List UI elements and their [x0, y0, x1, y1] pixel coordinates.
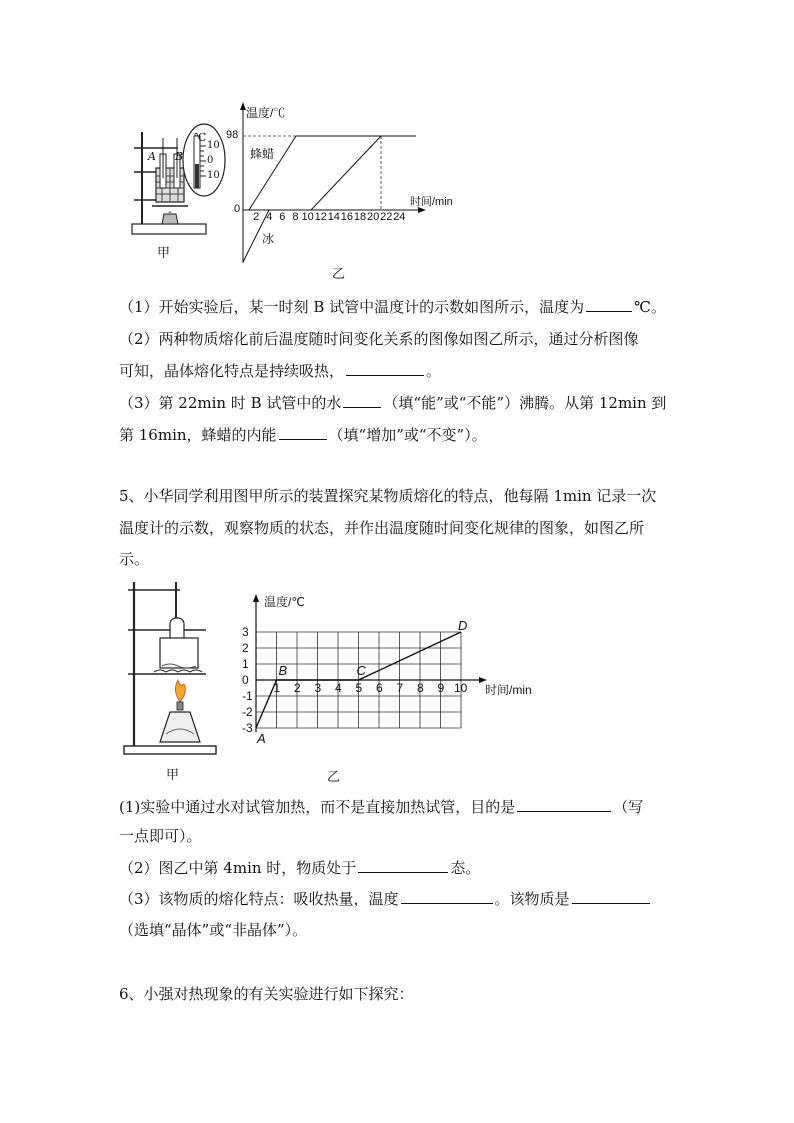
- fig2-apparatus-caption: 甲: [166, 768, 180, 783]
- fig1-x-tick: 18: [353, 211, 367, 223]
- q4-line1: （1）开始实验后，某一时刻 B 试管中温度计的示数如图所示，温度为 ℃。: [119, 298, 666, 316]
- x-tick-label: 7: [396, 681, 404, 695]
- fig1-label-b: B: [175, 150, 184, 163]
- q4-line3: 可知，晶体熔化特点是持续吸热， 。: [119, 362, 442, 380]
- fig1-apparatus-caption: 甲: [157, 246, 171, 261]
- point-label-b: B: [278, 663, 288, 678]
- x-tick-label: 5: [355, 681, 363, 695]
- y-tick-label: -1: [242, 689, 253, 703]
- fig1-x-label: 时间/min: [410, 196, 453, 208]
- fig1-series-wax: 蜂蜡: [250, 147, 275, 161]
- q6-line1: 6、小强对热现象的有关实验进行如下探究：: [119, 985, 414, 1003]
- q4-line4: （3）第 22min 时 B 试管中的水 （填“能”或“不能”）沸腾。从第 12min 到: [119, 394, 667, 412]
- fig2-apparatus: [120, 578, 220, 758]
- q5q-line4: （3）该物质的熔化特点：吸收热量，温度 。该物质是: [119, 889, 652, 909]
- q4-line5: 第 16min，蜂蜡的内能 （填“增加”或“不变”）。: [119, 426, 487, 444]
- q5q-line2: 一点即可）。: [119, 827, 202, 845]
- x-tick-label: 2: [294, 681, 301, 695]
- q5-blank-state[interactable]: [358, 858, 448, 873]
- point-label-d: D: [458, 618, 468, 633]
- q4-blank-energy[interactable]: [279, 425, 327, 440]
- x-tick-label: 6: [376, 681, 383, 695]
- fig1-origin: 0: [234, 203, 241, 215]
- fig1-x-tick: 10: [301, 211, 314, 223]
- fig1-x-tick: 4: [266, 211, 273, 223]
- q4-blank-feature[interactable]: [346, 361, 424, 376]
- y-tick-label: 0: [242, 673, 249, 687]
- fig1-y-tick-98: 98: [226, 129, 239, 141]
- q4-blank-temperature[interactable]: [586, 297, 632, 312]
- y-tick-label: -3: [242, 721, 253, 735]
- q5-line1: 5、小华同学利用图甲所示的装置探究某物质熔化的特点，他每隔 1min 记录一次: [119, 487, 657, 505]
- q5-line3: 示。: [119, 550, 150, 568]
- thermo-unit: ℃: [194, 131, 207, 144]
- q5q-line1: (1)实验中通过水对试管加热，而不是直接加热试管，目的是 （写: [119, 798, 644, 816]
- fig1-series-ice: 冰: [262, 232, 275, 246]
- q5-line2: 温度计的示数，观察物质的状态，并作出温度随时间变化规律的图象，如图乙所: [119, 519, 645, 537]
- q4-blank-boil[interactable]: [343, 393, 381, 408]
- y-axis-label: 温度/℃: [264, 595, 305, 609]
- y-axis-arrow: [253, 594, 259, 602]
- fig1-graph-caption: 乙: [332, 267, 346, 282]
- fig1-x-tick: 14: [327, 211, 340, 223]
- y-tick-label: 2: [242, 641, 249, 655]
- x-axis-label: 时间/min: [485, 683, 532, 697]
- q5q-line3: （2）图乙中第 4min 时，物质处于 态。: [119, 859, 481, 877]
- q4-line2: （2）两种物质熔化前后温度随时间变化关系的图像如图乙所示，通过分析图像: [119, 330, 639, 348]
- x-tick-label: 9: [437, 681, 445, 695]
- fig1-x-tick: 24: [393, 211, 406, 223]
- q5-blank-temperature[interactable]: [401, 889, 493, 904]
- fig1-x-tick: 22: [380, 211, 393, 223]
- thermo-tick-top: 10: [207, 140, 220, 151]
- y-tick-label: -2: [242, 705, 253, 719]
- fig1-x-tick: 6: [279, 211, 286, 223]
- q5-blank-crystal[interactable]: [572, 889, 650, 904]
- fig1-x-tick: 16: [340, 211, 354, 223]
- fig2-graph-caption: 乙: [327, 770, 341, 785]
- fig1-x-tick: 8: [292, 211, 299, 223]
- fig1-x-tick: 12: [314, 211, 327, 223]
- x-tick-label: 3: [314, 681, 322, 695]
- y-tick-label: 3: [242, 625, 249, 639]
- fig1-x-tick: 20: [367, 211, 380, 223]
- point-label-c: C: [356, 663, 366, 678]
- fig1-x-tick: 2: [253, 211, 260, 223]
- x-tick-label: 4: [335, 681, 342, 695]
- x-tick-label: 8: [417, 681, 424, 695]
- point-label-a: A: [257, 731, 266, 746]
- thermo-tick-bottom: 10: [207, 170, 220, 181]
- q5q-line5: （选填“晶体”或“非晶体”）。: [119, 921, 308, 939]
- fig1-label-a: A: [148, 150, 156, 163]
- y-tick-label: 1: [242, 657, 249, 671]
- thermo-tick-mid: 0: [207, 155, 214, 166]
- x-tick-label: 10: [454, 681, 468, 695]
- melting-chart: [236, 592, 546, 752]
- q5-blank-purpose[interactable]: [517, 797, 611, 812]
- x-tick-label: 1: [273, 681, 281, 695]
- fig1-y-label: 温度/℃: [246, 106, 286, 120]
